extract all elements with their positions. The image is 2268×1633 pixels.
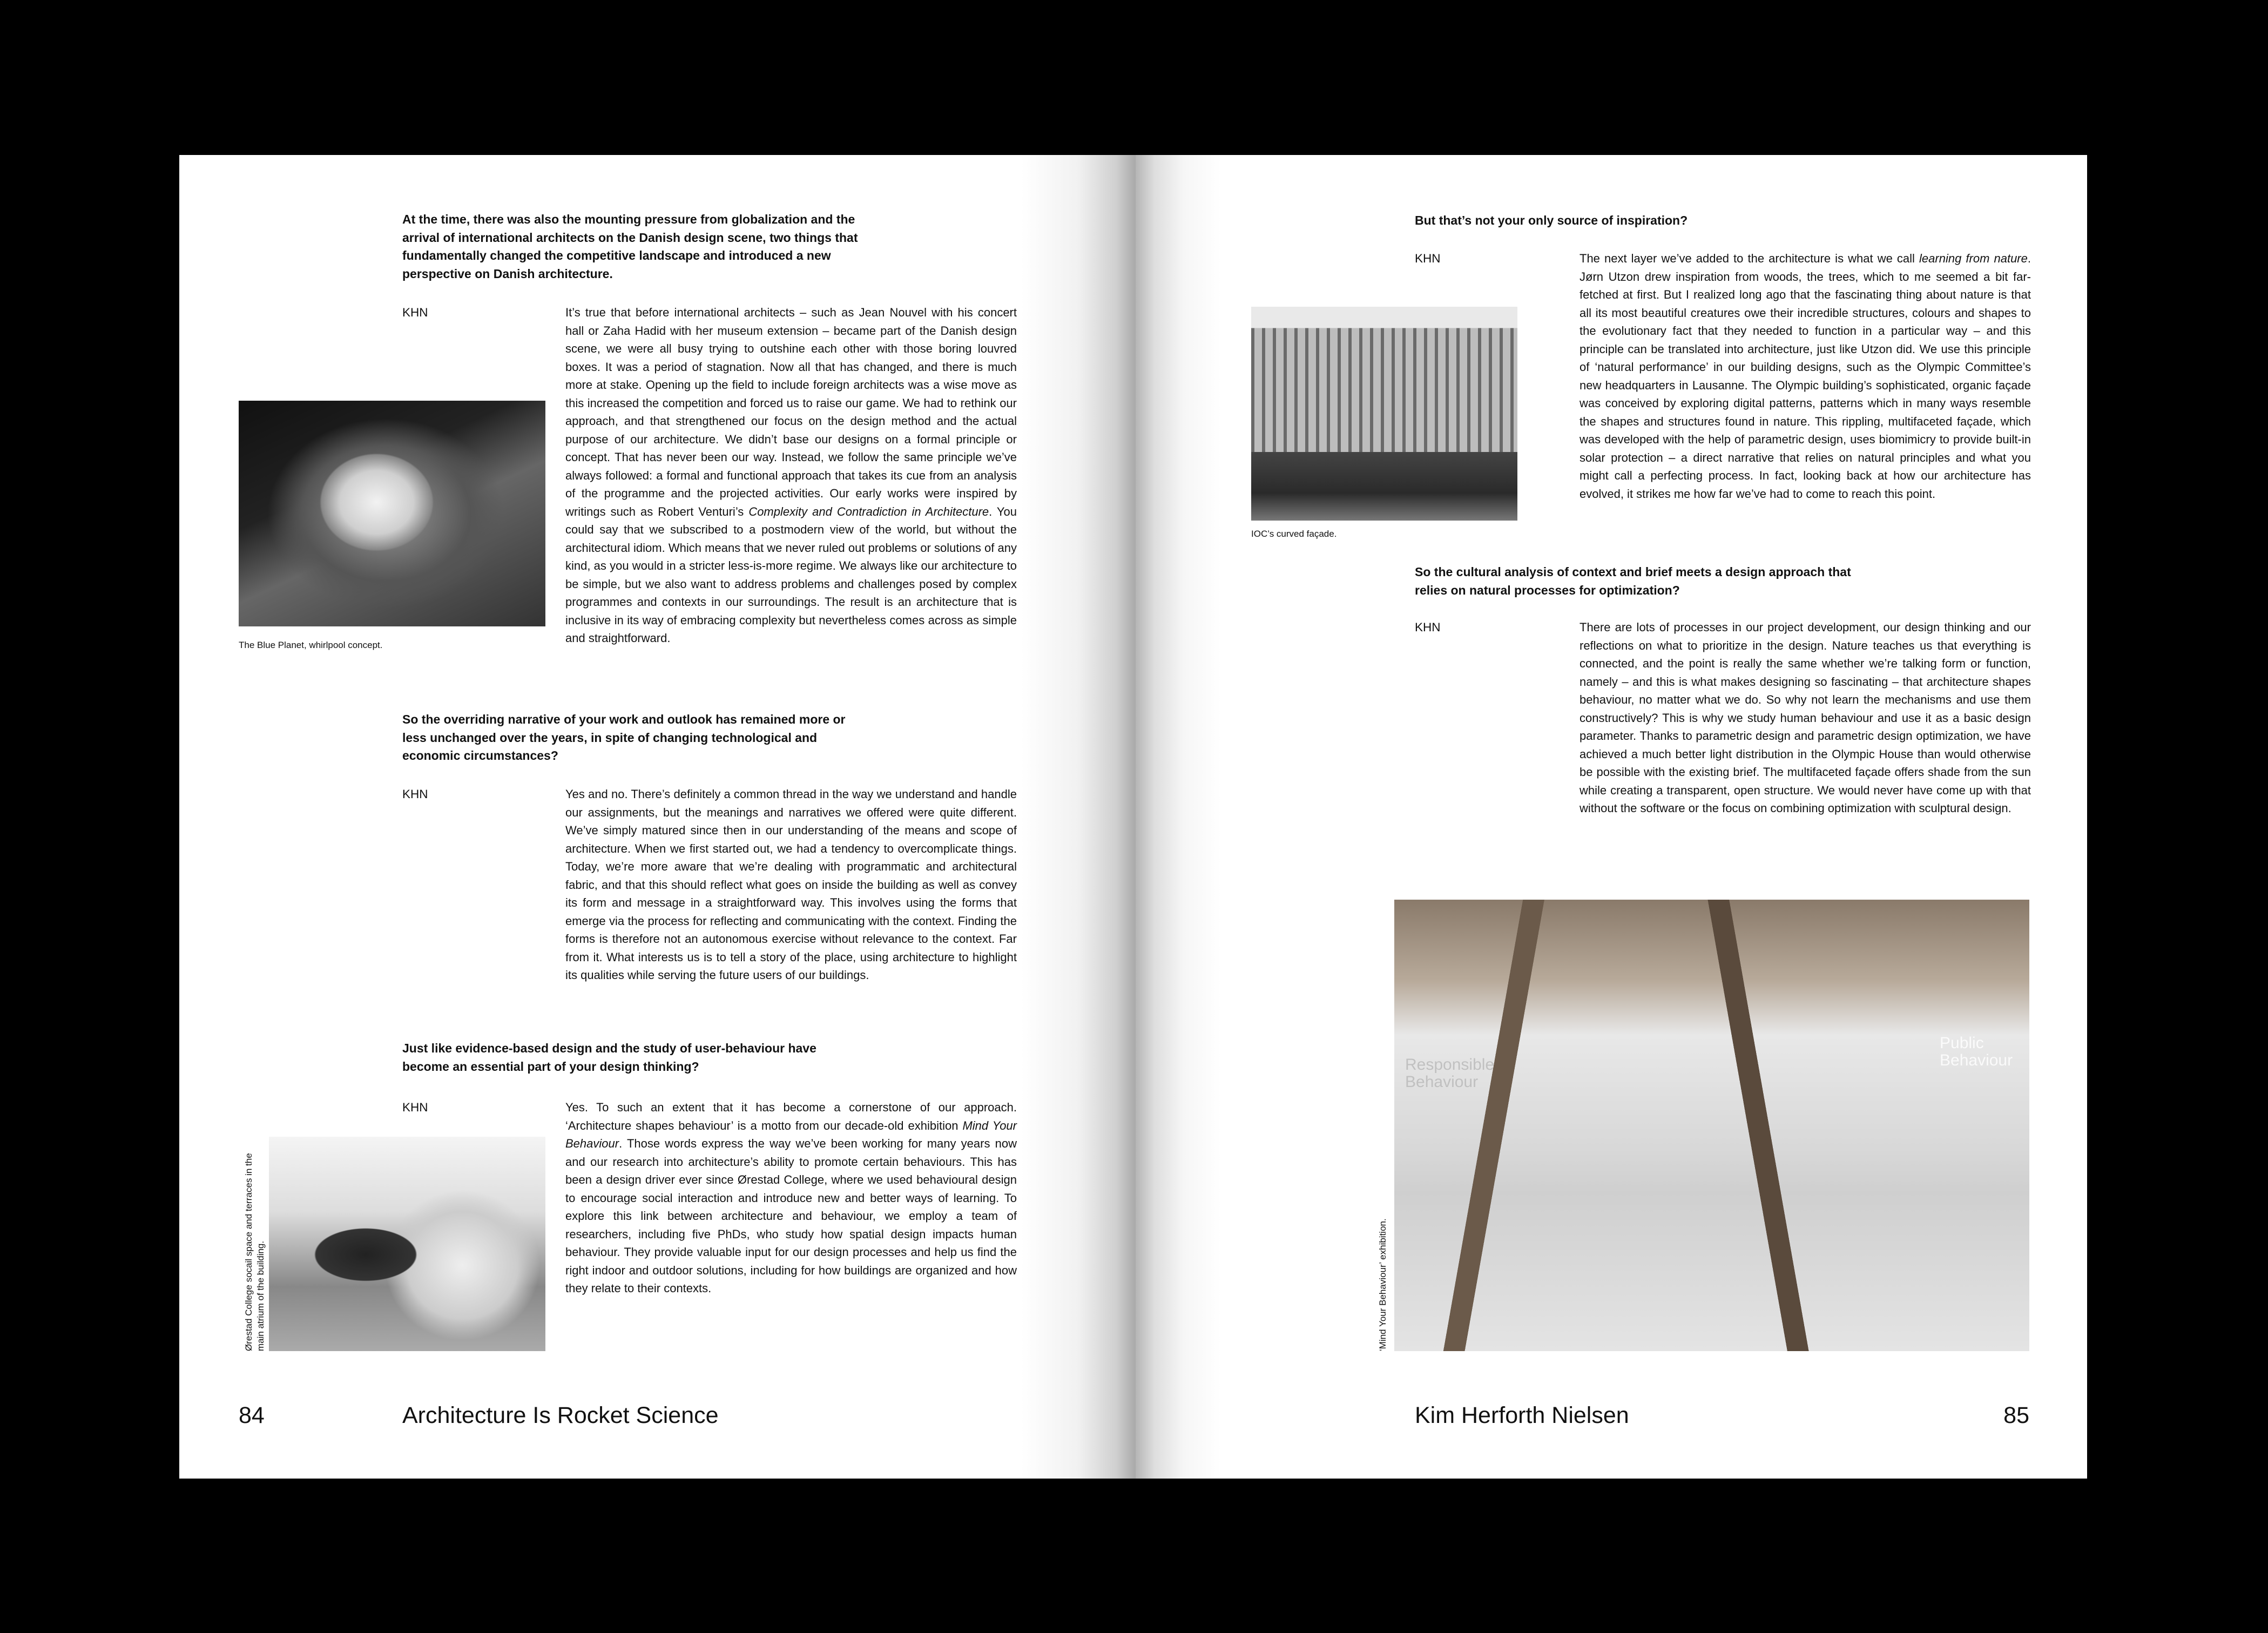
exhibition-sign: Responsible Behaviour [1405, 1056, 1495, 1091]
exhibition-photo [1394, 900, 2029, 1351]
question-4: But that’s not your only source of inspiration? [1415, 213, 1688, 227]
speaker-label: KHN [402, 306, 428, 319]
running-title: Architecture Is Rocket Science [402, 1402, 719, 1428]
caption-orestad: Ørestad College socail space and terraces in the main atrium of the building. [244, 1153, 266, 1351]
question-2: So the overriding narrative of your work and outlook has remained more or less unchanged over the years, in spite of changing technological and economic circumstances? [402, 712, 846, 762]
blue-planet-photo [239, 401, 545, 626]
answer-text: . You could say that we subscribed to a postmodern view of the world, but without the architectural idiom. Which means that we never ruled out problems or solutions of any kind, as you would in a stricter less-is-more regime. We always like our architecture to be simple, but we also want to address problems and challenges posed by complex programmes and contexts in our surroundings. The result is an architecture that is inclusive in its way of embracing complexity but nevertheless comes across as simple and straightforward. [565, 504, 1017, 645]
question-3: Just like evidence-based design and the study of user-behaviour have become an essential part of your design thinking? [402, 1041, 816, 1074]
question-5: So the cultural analysis of context and brief meets a design approach that relies on natural processes for optimization? [1415, 565, 1851, 597]
orestad-college-photo [269, 1137, 545, 1351]
answer-text: It’s true that before international architects – such as Jean Nouvel with his concert hall or Zaha Hadid with her museum extension – became part of the Danish design scene, we were all busy trying to outshine each other with those boring louvred boxes. It was a period of stagnation. Now all that has changed, and there is much more at stake. Opening up the field to include foreign architects was a wise move as this increased the competition and forced us to raise our game. We had to rethink our approach, and that strengthened our focus on the design method and the actual purpose of our architecture. We didn’t base our designs on a formal principle or concept. That has never been our way. Instead, we follow the same principle we’ve always followed: a formal and functional approach that takes its cue from an analysis of the programme and the projected activities. Our early works were inspired by writings such as Robert Venturi’s [565, 306, 1017, 518]
concept-term: learning from nature [1919, 252, 2028, 265]
answer-text: . Those words express the way we’ve been working for many years now and our research into architecture’s ability to promote certain behaviours. This has been a design driver ever since Ørestad College, where we used behavioural design to encourage social interaction and introduce new and better ways of learning. To explore this link between architecture and behaviour, we employ a team of researchers, including five PhDs, who study how spatial design impacts human behaviour. They provide valuable input for our design processes and help us find the right indoor and outdoor solutions, including for how buildings are organized and how they relate to their contexts. [565, 1137, 1017, 1295]
speaker-label: KHN [402, 787, 428, 801]
caption-exhibition: ‘Mind Your Behaviour’ exhibition. [1378, 1218, 1388, 1351]
speaker-label: KHN [1415, 620, 1441, 634]
exhibition-title: Mind Your Behaviour [565, 1118, 1017, 1150]
speaker-label: KHN [402, 1101, 428, 1114]
caption-ioc: IOC’s curved façade. [1251, 529, 1337, 539]
speaker-label: KHN [1415, 252, 1441, 265]
answer-text: Yes. To such an extent that it has become a cornerstone of our approach. ‘Architecture shapes behaviour’ is a motto from our decade-old exhibition [565, 1101, 1017, 1132]
page-number: 84 [239, 1402, 265, 1428]
question-1: At the time, there was also the mounting pressure from globalization and the arrival of international architects on the Danish design scene, two things that fundamentally changed the competitive landscape and introduced a new perspective on Danish architecture. [402, 212, 858, 281]
answer-text: . Jørn Utzon drew inspiration from woods, the trees, which to me seemed a bit far-fetched at first. But I realized long ago that the fascinating thing about nature is that all its most beautiful creatures owe their incredible structures, colours and shapes to the evolutionary fact that they needed to function in a particular way – and this principle can be translated into architecture, just like Utzon did. We use this principle of ‘natural performance’ in our building designs, such as the Olympic Committee’s new headquarters in Lausanne. The Olympic building’s sophisticated, organic façade was conceived by exploring digital patterns, patterns which in many ways resemble the shapes and structures found in nature. This rippling, multifaceted façade, which was developed with the help of parametric design, uses biomimicry to provide built-in solar protection – a direct narrative that relies on natural principles and what you might call a perfecting process. In fact, looking back at how our architecture has evolved, it strikes me how far we’ve had to come to reach this point. [1580, 252, 2031, 501]
exhibition-sign: Public Behaviour [1940, 1034, 2013, 1069]
answer-5: There are lots of processes in our project development, our design thinking and our reflections on what to prioritize in the design. Nature teaches us that everything is connected, and the point is really the same whether we’re talking form or function, namely – and this is what makes designing so fascinating – that architecture shapes behaviour, no matter what we do. So why not learn the mechanisms and use them constructively? This is why we study human behaviour and use it as a basic design parameter. Thanks to parametric design and parametric design optimization, we have achieved a much better light distribution in the Olympic House than would otherwise be possible with the existing brief. The multifaceted façade offers shade from the sun while creating a transparent, open structure. We would never have come up with that without the software or the focus on combining optimization with sculptural design. [1580, 620, 2031, 815]
running-title: Kim Herforth Nielsen [1415, 1402, 1629, 1428]
ioc-facade-photo [1251, 307, 1517, 521]
answer-4 [1580, 249, 2031, 503]
answer-1 [565, 303, 1017, 647]
answer-2: Yes and no. There’s definitely a common thread in the way we understand and handle our assignments, but the meanings and narratives we offered were quite different. We’ve simply matured since then in our understanding of the means and scope of architecture. When we first started out, we had a tendency to overcomplicate things. Today, we’re more aware that we’re dealing with programmatic and architectural fabric, and that this should reflect what goes on inside the building as well as convey its form and message in a straightforward way. This involves using the forms that emerge via the process for reflecting and communicating with the context. Finding the forms is therefore not an autonomous exercise without relevance to the context. Far from it. What interests us is to tell a story of the place, using architecture to highlight its qualities while serving the future users of our buildings. [565, 787, 1017, 982]
book-title: Complexity and Contradiction in Architecture [748, 504, 989, 518]
caption-blue-planet: The Blue Planet, whirlpool concept. [239, 640, 383, 650]
answer-text: The next layer we’ve added to the architecture is what we call [1580, 252, 1920, 265]
page-number: 85 [2003, 1402, 2029, 1428]
answer-3 [565, 1098, 1017, 1298]
